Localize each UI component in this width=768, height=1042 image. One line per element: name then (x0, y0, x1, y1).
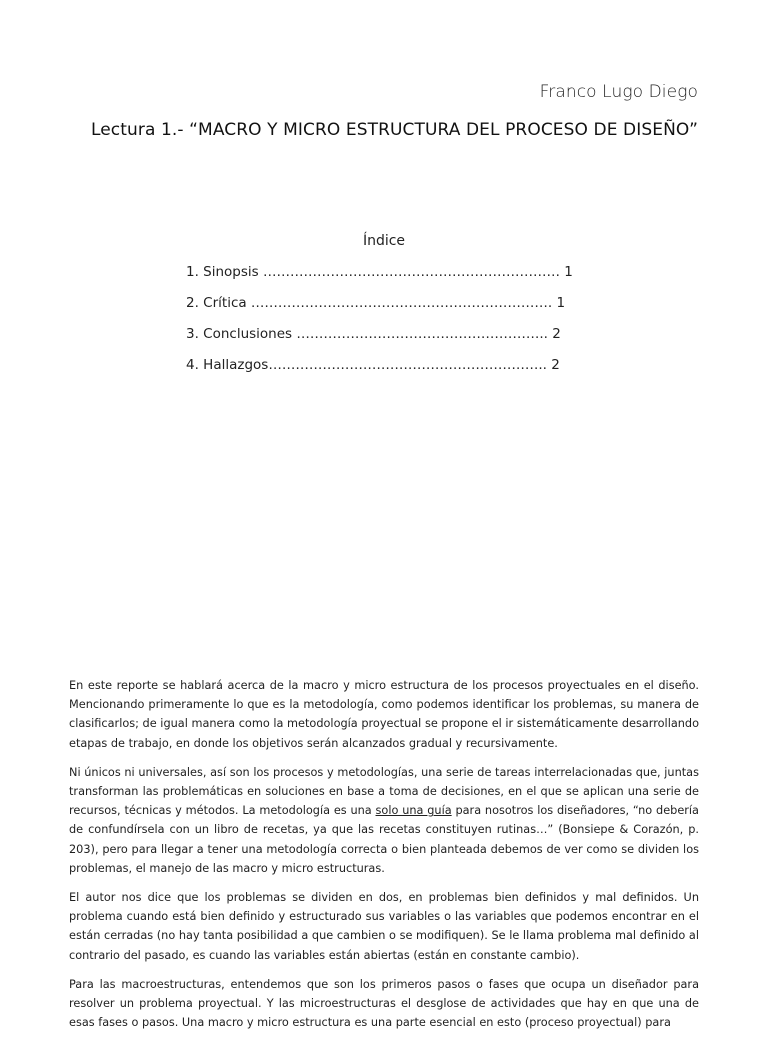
author-name: Franco Lugo Diego (539, 82, 698, 102)
toc-entry-conclusiones[interactable]: 3. Conclusiones ……………………………………………….. 2 (186, 326, 561, 342)
paragraph-methodology (69, 763, 699, 878)
body-text (69, 676, 699, 1042)
paragraph-structures: Para las macroestructuras, entendemos que son los primeros pasos o fases que ocupa un diseñador para resolver un problema proyectual. Y las microestructuras el desglose de actividades que hay en que una de esas fases o pasos. Una macro y micro estructura es una parte esencial en esto (proceso proyectual) para (69, 977, 699, 1030)
toc-heading: Índice (362, 233, 406, 249)
toc-entry-hallazgos[interactable]: 4. Hallazgos…………………………………………………….. 2 (186, 357, 560, 373)
table-of-contents (186, 264, 586, 388)
paragraph-problems: El autor nos dice que los problemas se dividen en dos, en problemas bien definidos y mal definidos. Un problema cuando está bien definido y estructurado sus variables o las variables que podemos encontrar en el están cerradas (no hay tanta posibilidad a que cambien o se modifiquen). Se le llama problema mal definido al contrario del pasado, es cuando las variables están abiertas (están en constante cambio). (69, 891, 699, 962)
toc-entry-critica[interactable]: 2. Crítica …………………………………………………………. 1 (186, 295, 566, 311)
underlined-phrase: solo una guía (375, 804, 452, 818)
paragraph-intro: En este reporte se hablará acerca de la macro y micro estructura de los procesos proyectuales en el diseño. Mencionando primeramente lo que es la metodología, como podemos identificar los problemas, su manera de clasificarlos; de igual manera como la metodología proyectual se propone el ir sistemáticamente desarrollando etapas de trabajo, en donde los objetivos serán alcanzados gradual y recursivamente. (69, 679, 699, 750)
document-title: Lectura 1.- “MACRO Y MICRO ESTRUCTURA DEL PROCESO DE DISEÑO” (90, 120, 698, 140)
paragraph-methodology-text-a: Ni únicos ni universales, así son los procesos y metodologías, una serie de tareas interrelacionadas que, juntas transforman las problemáticas en soluciones en base a toma de decisiones, en el que se aplican una serie de recursos, técnicas y métodos. La metodología es una (69, 765, 699, 818)
paragraph-methodology-text-b: para nosotros los diseñadores, “no debería de confundírsela con un libro de recetas, ya que las recetas constituyen rutinas…” (Bonsiepe & Corazón, p. 203), pero para llegar a tener una metodología correcta o bien planteada debemos de ver como se dividen los problemas, el manejo de las macro y micro estructuras. (69, 804, 699, 875)
toc-entry-sinopsis[interactable]: 1. Sinopsis ………………………………………………………… 1 (186, 264, 573, 280)
